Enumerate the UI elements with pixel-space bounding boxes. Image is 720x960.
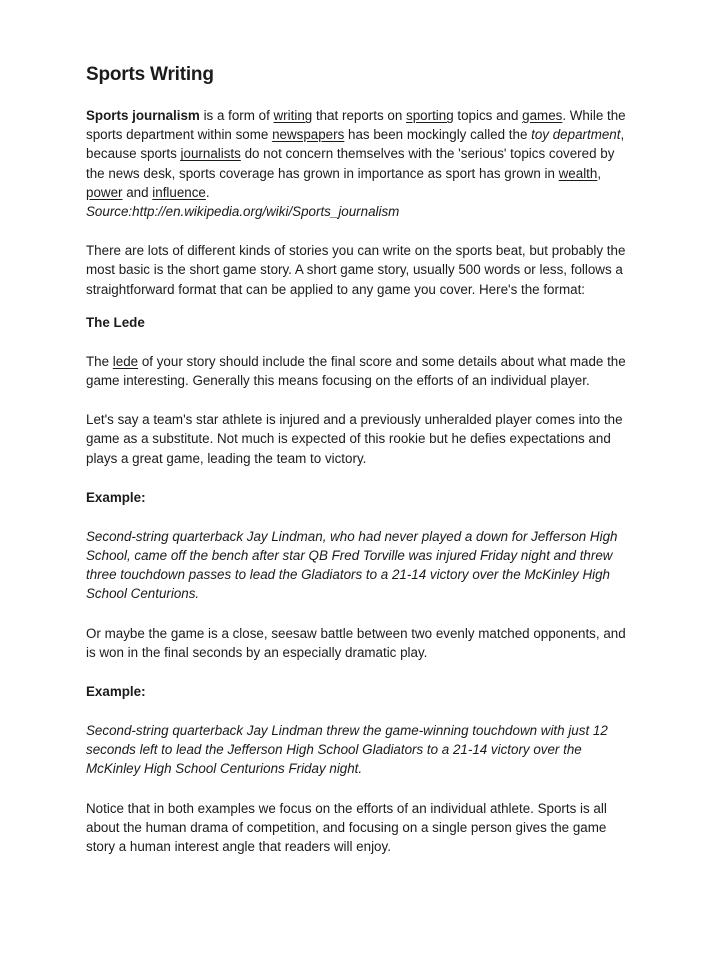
notice-paragraph: Notice that in both examples we focus on the efforts of an individual athlete. Sports is all about the human drama of competition, and focusing on a single person gives the game story a human interest angle that readers will enjoy. <box>86 800 607 855</box>
term-sports-journalism: Sports journalism <box>86 108 200 123</box>
link-influence[interactable]: influence <box>152 184 206 200</box>
example-2-text: Second-string quarterback Jay Lindman threw the game-winning touchdown with just 12 seconds left to lead the Jefferson High School Gladiators to a 21-14 victory over the McKinley High School Centurions Friday night. <box>86 723 608 777</box>
link-games[interactable]: games <box>522 108 563 123</box>
link-wealth[interactable]: wealth <box>558 165 598 181</box>
toy-department-phrase: toy department <box>531 127 621 143</box>
injured-paragraph: Let's say a team's star athlete is injured and a previously unheralded player comes into the game as a substitute. Not much is expected of this rookie but he defies expectations and plays a great game, leading the team to victory. <box>86 412 623 466</box>
source-citation: Source:http://en.wikipedia.org/wiki/Sports_journalism <box>86 204 400 220</box>
link-power[interactable]: power <box>86 184 123 200</box>
link-sporting[interactable]: sporting <box>406 108 454 123</box>
link-lede[interactable]: lede <box>112 353 139 369</box>
intro-paragraph: Sports journalism is a form of writing that reports on sporting topics and games. While the sports department within some newspapers has been mockingly called the toy department, because sports journalists do not concern themselves with the 'serious' topics covered by the news desk, sports coverage has grown in importance as sport has grown in wealth, power and influence. Source:http://en.wikipedia.org/wiki/Sports_journalism <box>86 108 626 220</box>
example-1-text: Second-string quarterback Jay Lindman, who had never played a down for Jefferson High School, came off the bench after star QB Fred Torville was injured Friday night and threw three touchdown passes to lead the Gladiators to a 21-14 victory over the McKinley High School Centurions. <box>86 528 618 602</box>
seesaw-paragraph: Or maybe the game is a close, seesaw battle between two evenly matched opponents, and is won in the final seconds by an especially dramatic play. <box>86 625 626 660</box>
example-heading-1: Example: <box>86 489 146 505</box>
format-paragraph: There are lots of different kinds of stories you can write on the sports beat, but probably the most basic is the short game story. A short game story, usually 500 words or less, follows a straightforward format that can be applied to any game you cover. Here's the format: <box>86 243 626 297</box>
page-title: Sports Writing <box>86 64 214 85</box>
link-journalists[interactable]: journalists <box>180 146 241 162</box>
link-writing[interactable]: writing <box>273 108 313 123</box>
lede-paragraph: The lede of your story should include the final score and some details about what made the game interesting. Generally this means focusing on the efforts of an individual player. <box>86 353 626 389</box>
example-heading-2: Example: <box>86 684 146 700</box>
link-newspapers[interactable]: newspapers <box>272 127 345 143</box>
lede-heading: The Lede <box>86 314 145 330</box>
